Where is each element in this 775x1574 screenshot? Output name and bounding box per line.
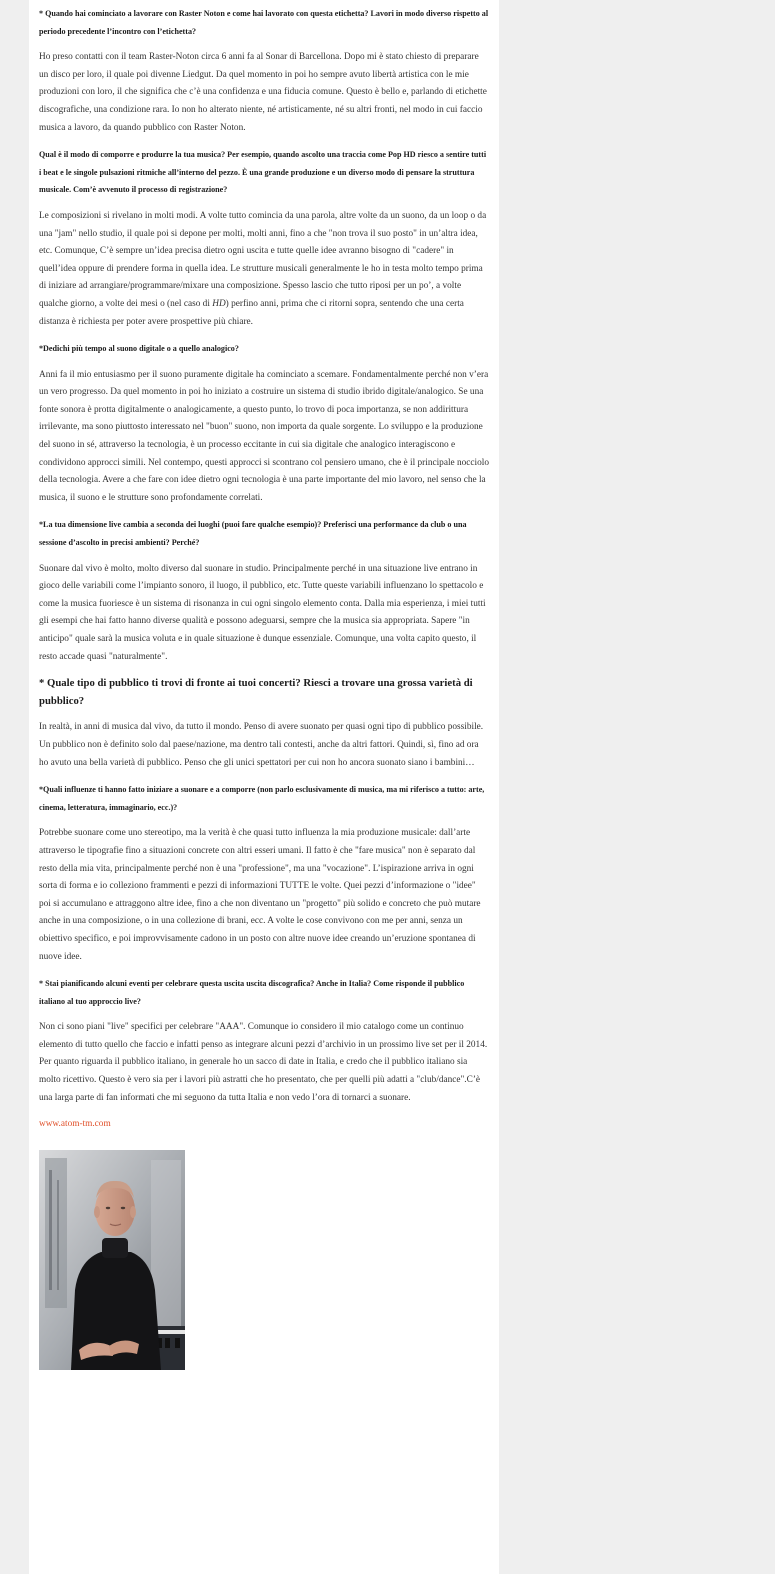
artist-photo-illustration <box>39 1150 185 1370</box>
answer-1: Ho preso contatti con il team Raster-Noton circa 6 anni fa al Sonar di Barcellona. Dopo mi è stato chiesto di preparare un disco per loro, il quale poi divenne Liedgut. Da quel momento in poi ho sempre avuto libertà artistica con le mie produzioni con loro, il che significa che c’è una confidenza e una fiducia comune. Questo è bello e, parlando di etichette discografiche, una condizione rara. Io non ho alterato niente, né artisticamente, né su altri fronti, nel modo in cui faccio musica a lavoro, da quando pubblico con Raster Noton. <box>39 52 487 133</box>
answer-6: Potrebbe suonare come uno stereotipo, ma la verità è che quasi tutto influenza la mia produzione musicale: dall’arte attraverso le tipografie fino a situazioni concrete con altri esseri umani. Il fatto è che "fare musica" non è separato dal resto della mia vita, principalmente perché non è una "professione", ma una "vocazione". L’ispirazione arriva in ogni sorta di forma e io colleziono frammenti e pezzi di informazioni TUTTE le volte. Quei pezzi d’informazione o "idee" poi si accumulano e attraggono altre idee, fino a che non diventano un "progetto" più solido e concreto che può mutare anche in una composizione, o in una collezione di brani, ecc. A volte le cose convivono con me per anni, senza un obiettivo specifico, e poi improvvisamente cadono in un posto con altre nuove idee creando un’eruzione spontanea di nuove idee. <box>39 828 481 962</box>
answer-4: Suonare dal vivo è molto, molto diverso dal suonare in studio. Principalmente perché in una situazione live entrano in gioco delle variabili come l’impianto sonoro, il luogo, il pubblico, etc. Tutte queste variabili influenzano lo spettacolo e come la musica fuoriesce è un sistema di risonanza in cui ogni singolo elemento conta. Dalla mia esperienza, i miei tutti gli esempi che hai fatto hanno diverse qualità e possono adeguarsi, sempre che la musica sia appropriata. Sapere "in anticipo" quale sarà la musica voluta e in quale situazione è dunque essenziale. Comunque, una volta capito questo, il resto accade quasi "naturalmente". <box>39 563 486 662</box>
question-6: *Quali influenze ti hanno fatto iniziare a suonare e a comporre (non parlo esclusivamente di musica, ma mi riferisco a tutto: arte, cinema, letteratura, immaginario, ecc.)? <box>39 785 485 812</box>
answer-2-text-after: ) perfino anni, prima che ci ritorni sopra, sentendo che una certa distanza è richiesta per poter avere prospettive più chiare. <box>39 298 464 327</box>
answer-7: Non ci sono piani "live" specifici per celebrare "AAA". Comunque io considero il mio catalogo come un continuo elemento di tutto quello che faccio e infatti penso as integrare alcuni pezzi d’archivio in un prossimo live set per il 2014. Per quanto riguarda il pubblico italiano, in generale ho un sacco di date in Italia, e credo che il pubblico italiano sia molto ricettivo. Questo è vero sia per i lavori più astratti che ho presentato, che per quelli più adatti a "club/dance".C’è una larga parte di fan informati che mi seguono da tutta Italia e non vedo l’ora di tornarci a suonare. <box>39 1022 488 1103</box>
question-7: * Stai pianificando alcuni eventi per celebrare questa uscita uscita discografica? Anche in Italia? Come risponde il pubblico italiano al tuo approccio live? <box>39 979 465 1006</box>
answer-2-text-before: Le composizioni si rivelano in molti modi. A volte tutto comincia da una parola, altre volte da un suono, da un loop o da una "jam" nello studio, il quale poi si depone per molti, molti anni, fino a che "non trova il suo posto" in un’altra idea, etc. Comunque, C’è sempre un’idea precisa dietro ogni uscita e tutte quelle idee avranno bisogno di "cadere" in quell’idea oppure di prendere forma in quella idea. Le strutture musicali generalmente le ho in testa molto tempo prima di iniziare ad arrangiare/programmare/mixare una composizione. Spesso lascio che tutto riposi per un po’, a volte qualche giorno, a volte dei mesi o (nel caso di <box>39 210 487 309</box>
question-3: *Dedichi più tempo al suono digitale o a quello analogico? <box>39 344 239 354</box>
artist-website-link[interactable]: www.atom-tm.com <box>39 1119 111 1130</box>
answer-3: Anni fa il mio entusiasmo per il suono puramente digitale ha cominciato a scemare. Fondamentalmente perché non v’era un vero progresso. Da quel momento in poi ho iniziato a costruire un sistema di studio ibrido digitale/analogico. Se una fonte sonora è protta digitalmente o analogicamente, a questo punto, lo trovo di poca importanza, se non addirittura irrilevante, ma sono piuttosto interessato nel "buon" suono, non importa da quale sorgente. Lo sviluppo e la produzione del suono in sé, attraverso la tecnologia, è un processo eccitante in cui sia digitale che analogico interagiscono e condividono approcci simili. Nel contempo, questi approcci si scontrano col pensiero umano, che è il principale nocciolo della tecnologia. Avere a che fare con idee dietro ogni tecnologia è una parte importante del mio lavoro, nel senso che la musica, il suono e le strutture sono profondamente correlati. <box>39 369 489 503</box>
question-2: Qual è il modo di comporre e produrre la tua musica? Per esempio, quando ascolto una traccia come Pop HD riesco a sentire tutti i beat e le singole pulsazioni ritmiche all’interno del pezzo. È una grande produzione e un diverso modo di pensare la struttura musicale. Com’è avvenuto il processo di registrazione? <box>39 150 487 195</box>
article-column <box>29 0 499 1574</box>
question-4: *La tua dimensione live cambia a seconda dei luoghi (puoi fare qualche esempio)? Preferisci una performance da club o una sessione d’ascolto in precisi ambienti? Perché? <box>39 520 467 548</box>
artist-photo <box>39 1150 185 1370</box>
answer-2-emphasis: HD <box>212 298 226 309</box>
question-5: * Quale tipo di pubblico ti trovi di fronte ai tuoi concerti? Riesci a trovare una grossa varietà di pubblico? <box>39 677 473 707</box>
answer-2 <box>39 208 489 331</box>
answer-5: In realtà, in anni di musica dal vivo, da tutto il mondo. Penso di avere suonato per quasi ogni tipo di pubblico possibile. Un pubblico non è definito solo dal paese/nazione, ma dentro tali contesti, anche da altri fattori. Quindi, sì, fino ad ora ho avuto una bella varietà di pubblico. Penso che gli unici spettatori per cui non ho ancora suonato siano i bambini… <box>39 722 484 768</box>
question-1: * Quando hai cominciato a lavorare con Raster Noton e come hai lavorato con questa etichetta? Lavori in modo diverso rispetto al periodo precedente l’incontro con l’etichetta? <box>39 9 489 36</box>
article-body <box>39 5 489 1370</box>
